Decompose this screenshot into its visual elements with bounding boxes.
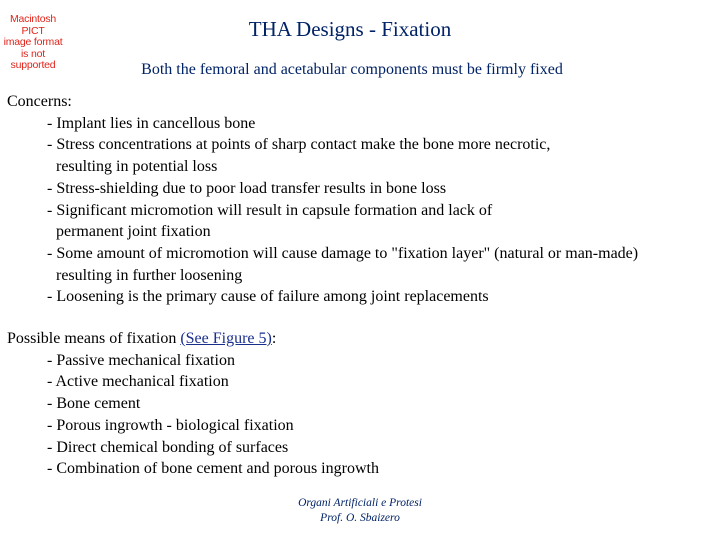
concern-continuation: resulting in further loosening	[56, 266, 243, 284]
concerns-heading: Concerns:	[7, 93, 72, 110]
fixation-means-item: - Passive mechanical fixation	[47, 351, 235, 369]
concern-continuation: permanent joint fixation	[56, 223, 211, 241]
fixation-means-item: - Porous ingrowth - biological fixation	[47, 416, 294, 434]
concern-item: - Loosening is the primary cause of failure among joint replacements	[47, 288, 489, 306]
fixation-means-item: - Direct chemical bonding of surfaces	[47, 438, 289, 456]
heading-prefix: Possible means of fixation	[7, 330, 181, 347]
placeholder-line: is not supported	[10, 47, 56, 71]
see-figure-5-link[interactable]: (See Figure 5)	[180, 330, 272, 347]
placeholder-line: Macintosh PICT	[9, 13, 57, 37]
slide-subtitle: Both the femoral and acetabular components must be firmly fixed	[141, 61, 563, 78]
fixation-means-heading	[7, 328, 379, 350]
fixation-means-list	[7, 350, 379, 480]
heading-suffix: :	[271, 330, 277, 347]
concern-item: - Implant lies in cancellous bone	[47, 114, 256, 132]
concern-item: - Stress-shielding due to poor load transfer results in bone loss	[47, 179, 447, 197]
concerns-section	[7, 91, 638, 308]
slide-title: THA Designs - Fixation	[248, 17, 452, 41]
footer-professor: Prof. O. Sbaizero	[320, 512, 400, 524]
concern-continuation: resulting in potential loss	[56, 158, 218, 176]
fixation-means-item: - Combination of bone cement and porous ingrowth	[47, 460, 379, 478]
footer	[0, 496, 720, 526]
concern-item: - Significant micromotion will result in capsule formation and lack of	[47, 201, 493, 219]
concern-item: - Some amount of micromotion will cause damage to "fixation layer" (natural or man-made)	[47, 244, 639, 262]
fixation-means-item: - Active mechanical fixation	[47, 373, 229, 391]
placeholder-line: image format	[3, 36, 63, 48]
footer-course: Organi Artificiali e Protesi	[298, 497, 422, 509]
fixation-means-section	[7, 328, 379, 480]
concern-item: - Stress concentrations at points of sharp contact make the bone more necrotic,	[47, 136, 551, 154]
fixation-means-item: - Bone cement	[47, 395, 141, 413]
concerns-list	[7, 113, 638, 308]
